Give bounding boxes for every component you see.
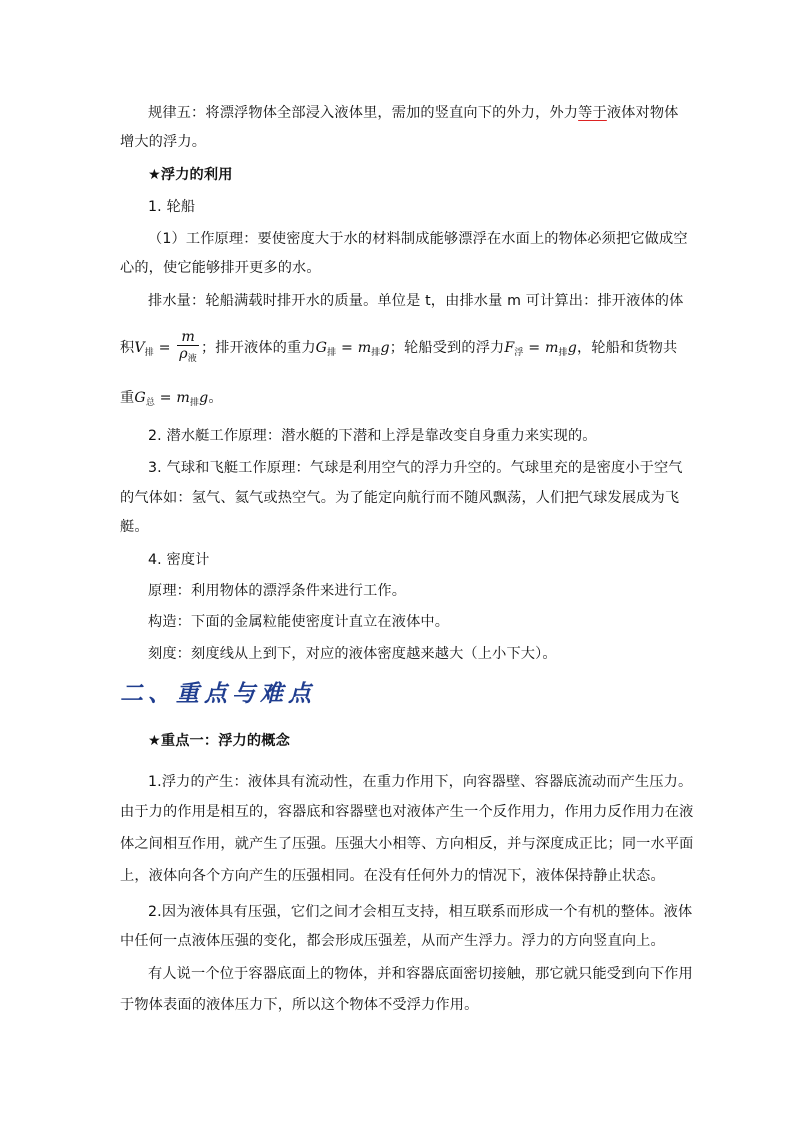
section-heading: 二、重点与难点 xyxy=(120,680,316,707)
displacement-line3 xyxy=(120,388,223,413)
fraction-m-over-rho: $\frac{m}{\rho_液}$ xyxy=(179,329,197,364)
displacement-line2 xyxy=(120,329,677,370)
rule5-line1 xyxy=(148,103,679,123)
gravity-formula: $G_排 = m_排g$ xyxy=(315,340,390,358)
rule5-underlined-word: 等于 xyxy=(578,105,607,121)
para2-line1: 2.因为液体具有压强，它们之间才会相互支持，相互联系而形成一个有机的整体。液体 xyxy=(148,904,693,920)
displacement-line1: 排水量：轮船满载时排开水的质量。单位是 t，由排水量 m 可计算出：排开液体的体 xyxy=(148,293,684,309)
key-point-1-title: ★重点一：浮力的概念 xyxy=(148,733,290,749)
para3-line1: 有人说一个位于容器底面上的物体，并和容器底面密切接触，那它就只能受到向下作用 xyxy=(148,966,693,982)
ship-principle-line2: 心的，使它能够排开更多的水。 xyxy=(120,260,321,276)
volume-formula: $V_排$ = $\frac{m}{\rho_液}$ xyxy=(134,340,201,356)
displacement-text-d: ，轮船和货物共 xyxy=(576,340,678,356)
hydrometer-scale: 刻度：刻度线从上到下，对应的液体密度越来越大（上小下大）。 xyxy=(148,646,557,662)
buoyancy-formula: $F_浮 = m_排g$ xyxy=(504,340,577,358)
para1-line2: 由于力的作用是相互的，容器底和容器壁也对液体产生一个反作用力，作用力反作用力在液 xyxy=(120,804,694,820)
para2-line2: 中任何一点液体压强的变化，都会形成压强差，从而产生浮力。浮力的方向竖直向上。 xyxy=(120,933,665,949)
use-section-title: ★浮力的利用 xyxy=(148,167,233,183)
balloon-line2: 的气体如：氢气、氦气或热空气。为了能定向航行而不随风飘荡，人们把气球发展成为飞 xyxy=(120,490,680,506)
displacement-text-e: 重 xyxy=(120,390,135,406)
total-weight-formula: $G_总 = m_排g$ xyxy=(134,390,209,408)
displacement-text-c: ；轮船受到的浮力 xyxy=(389,340,505,356)
ship-title: 1. 轮船 xyxy=(148,199,196,215)
displacement-text-f: 。 xyxy=(208,390,223,406)
balloon-line3: 艇。 xyxy=(120,519,149,535)
rule5-text-end: 液体对物体 xyxy=(606,105,679,121)
balloon-line1: 3. 气球和飞艇工作原理：气球是利用空气的浮力升空的。气球里充的是密度小于空气 xyxy=(148,460,683,476)
rule5-text: 规律五：将漂浮物体全部浸入液体里，需加的竖直向下的外力，外力 xyxy=(148,105,579,121)
ship-principle-line1: （1）工作原理：要使密度大于水的材料制成能够漂浮在水面上的物体必须把它做成空 xyxy=(148,231,688,247)
submarine-line: 2. 潜水艇工作原理：潜水艇的下潜和上浮是靠改变自身重力来实现的。 xyxy=(148,428,597,444)
displacement-text-b: ；排开液体的重力 xyxy=(200,340,316,356)
para1-line3: 体之间相互作用，就产生了压强。压强大小相等、方向相反，并与深度成正比；同一水平面 xyxy=(120,836,694,852)
rule5-line2: 增大的浮力。 xyxy=(120,134,207,150)
hydrometer-title: 4. 密度计 xyxy=(148,552,210,568)
hydrometer-structure: 构造：下面的金属粒能使密度计直立在液体中。 xyxy=(148,614,450,630)
para1-line1: 1.浮力的产生：液体具有流动性，在重力作用下，向容器壁、容器底流动而产生压力。 xyxy=(148,774,693,790)
hydrometer-principle: 原理：利用物体的漂浮条件来进行工作。 xyxy=(148,583,407,599)
para3-line2: 于物体表面的液体压力下，所以这个物体不受浮力作用。 xyxy=(120,997,479,1013)
displacement-text-a: 积 xyxy=(120,340,135,356)
para1-line4: 上，液体向各个方向产生的压强相同。在没有任何外力的情况下，液体保持静止状态。 xyxy=(120,868,665,884)
